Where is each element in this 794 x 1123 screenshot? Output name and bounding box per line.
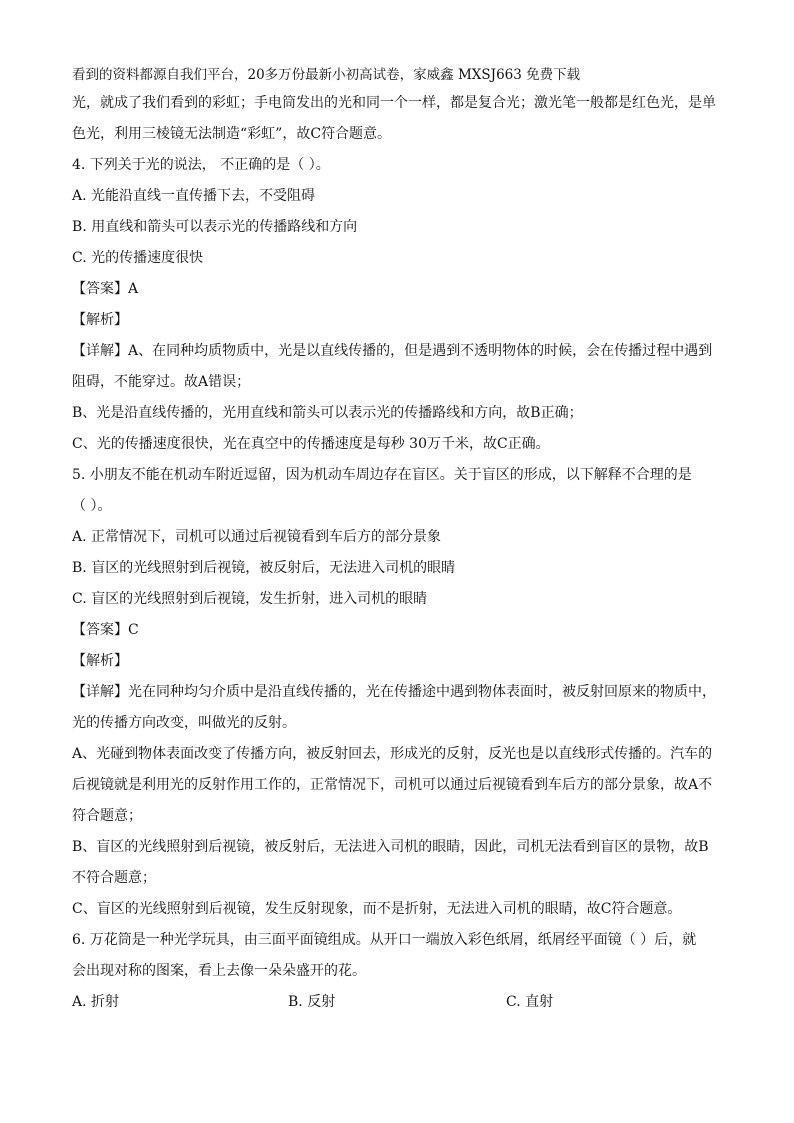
question-6-option-c: C. 直射 <box>506 994 554 1010</box>
explanation-line: 后视镜就是利用光的反射作用工作的，正常情况下，司机可以通过后视镜看到车后方的部分景象，故A不 <box>72 777 713 793</box>
document-page <box>72 62 732 1018</box>
answer-label: 【答案】C <box>72 622 139 638</box>
explanation-line: 【详解】A、在同种均质物质中，光是以直线传播的，但是遇到不透明物体的时候，会在传播过程中遇到 <box>72 343 713 359</box>
question-6-option-b: B. 反射 <box>288 994 336 1010</box>
question-4-option-a: A. 光能沿直线一直传播下去，不受阻碍 <box>72 188 316 204</box>
explanation-line: C、光的传播速度很快，光在真空中的传播速度是每秒 30万千米，故C正确。 <box>72 436 550 452</box>
question-4-stem: 4. 下列关于光的说法， 不正确的是（ ）。 <box>72 157 330 173</box>
question-4-option-b: B. 用直线和箭头可以表示光的传播路线和方向 <box>72 219 358 235</box>
explanation-line: 符合题意； <box>72 808 142 824</box>
explanation-line: B、光是沿直线传播的，光用直线和箭头可以表示光的传播路线和方向，故B正确； <box>72 405 583 421</box>
question-5-option-c: C. 盲区的光线照射到后视镜，发生折射，进入司机的眼睛 <box>72 591 428 607</box>
question-6-stem: 会出现对称的图案，看上去像一朵朵盛开的花。 <box>72 963 366 979</box>
answer-label: 【答案】A <box>72 281 139 297</box>
question-5-option-b: B. 盲区的光线照射到后视镜，被反射后，无法进入司机的眼睛 <box>72 560 456 576</box>
analysis-label: 【解析】 <box>72 653 128 669</box>
explanation-line: 不符合题意； <box>72 870 156 886</box>
question-6-options <box>72 987 732 1018</box>
explanation-line: 光的传播方向改变，叫做光的反射。 <box>72 715 296 731</box>
explanation-line: 【详解】光在同种均匀介质中是沿直线传播的，光在传播途中遇到物体表面时，被反射回原来的物质中， <box>72 684 716 700</box>
explanation-line: 阻碍，不能穿过。故A错误； <box>72 374 251 390</box>
question-5-stem: （ ）。 <box>72 498 112 514</box>
text-line: 色光，利用三棱镜无法制造“彩虹”，故C符合题意。 <box>72 126 392 142</box>
question-5-stem: 5. 小朋友不能在机动车附近逗留，因为机动车周边存在盲区。关于盲区的形成，以下解释不合理的是 <box>72 467 692 483</box>
explanation-line: C、盲区的光线照射到后视镜，发生反射现象，而不是折射，无法进入司机的眼睛，故C符合题意。 <box>72 901 682 917</box>
question-6-stem: 6. 万花筒是一种光学玩具，由三面平面镜组成。从开口一端放入彩色纸屑，纸屑经平面镜（ ）后，就 <box>72 932 697 948</box>
question-5-option-a: A. 正常情况下，司机可以通过后视镜看到车后方的部分景象 <box>72 529 442 545</box>
text-line: 光，就成了我们看到的彩虹；手电筒发出的光和同一个一样，都是复合光；激光笔一般都是红色光，是单 <box>72 95 716 111</box>
question-4-option-c: C. 光的传播速度很快 <box>72 250 204 266</box>
promo-header: 看到的资料都源自我们平台，20多万份最新小初高试卷，家威鑫 MXSJ663 免费下载 <box>72 67 581 83</box>
explanation-line: A、光碰到物体表面改变了传播方向，被反射回去，形成光的反射，反光也是以直线形式传播的。汽车的 <box>72 746 713 762</box>
question-6-option-a: A. 折射 <box>72 994 120 1010</box>
analysis-label: 【解析】 <box>72 312 128 328</box>
explanation-line: B、盲区的光线照射到后视镜，被反射后，无法进入司机的眼睛，因此，司机无法看到盲区的景物，故B <box>72 839 709 855</box>
